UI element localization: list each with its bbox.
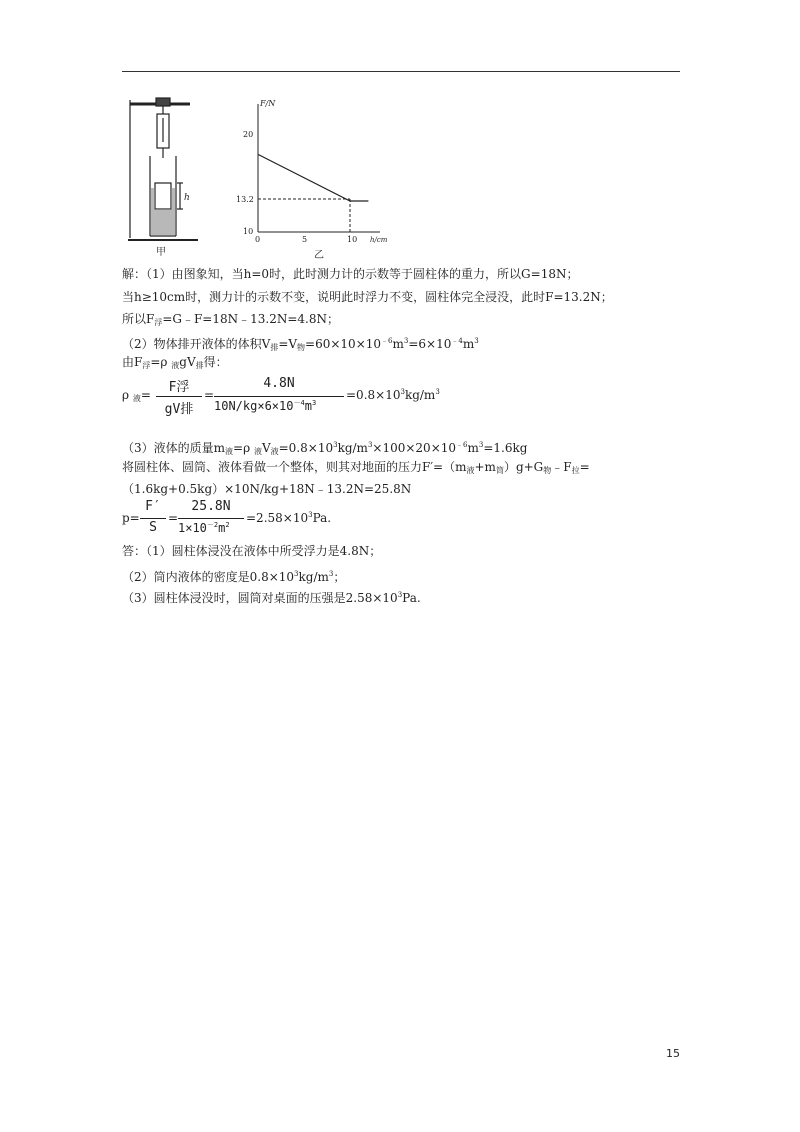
answer-line-3: （3）圆柱体浸没时，圆筒对桌面的压强是$2.58\times 10^3Pa$. <box>122 591 421 605</box>
solution-line-1: 解：（1）由图象知，当h=0时，此时测力计的示数等于圆柱体的重力，所以G=18N； <box>122 267 579 281</box>
x-tick-5: 5 <box>302 235 308 244</box>
label-yi: 乙 <box>314 250 324 261</box>
x-tick-0: 0 <box>255 235 261 244</box>
solution-line-3: 所以$F_浮=G﹣F=18N﹣13.2N=4.8N$； <box>122 312 339 327</box>
solution-line-8: （1.6kg+0.5kg）×10N/kg+18N﹣13.2N=25.8N <box>122 482 412 496</box>
frac4-bar <box>178 518 244 519</box>
page-number: 15 <box>666 1047 680 1060</box>
physics-figure <box>118 92 398 262</box>
y-axis-label: F/N <box>260 99 276 108</box>
line-chart <box>236 99 388 261</box>
y-tick-20: 20 <box>243 130 254 139</box>
solution-line-4: （2）物体排开液体的体积$V_排=V_物=60\times 10\times 10^{﹣6}m^3=6\times 10^{﹣4}m^3$ <box>122 337 479 352</box>
frac1-bar <box>156 396 202 397</box>
frac3-denominator: S <box>149 520 157 535</box>
frac2-bar <box>214 396 344 397</box>
series-line <box>258 154 368 201</box>
solution-line-7: 将圆柱体、圆筒、液体看做一个整体，则其对地面的压力$F'=(m_液+m_筒)g+G_物﹣F_拉=$ <box>122 460 590 475</box>
header-rule <box>122 71 680 72</box>
frac1-denominator: gV排 <box>164 402 194 417</box>
frac1-numerator: F浮 <box>168 380 190 395</box>
x-tick-10: 10 <box>347 235 358 244</box>
pressure-result: $=2.58\times 10^3Pa$. <box>246 511 332 525</box>
frac3-bar <box>140 518 166 519</box>
solution-line-6: （3）液体的质量$m_液=\rho$ $_液V_液=0.8\times 10^3kg/m^3\times 100\times 20\times 10^{﹣6}m^3=1.6kg$ <box>122 441 528 456</box>
y-tick-13-2: 13.2 <box>236 195 254 204</box>
frac3-numerator: F′ <box>145 499 161 514</box>
y-tick-10: 10 <box>243 227 254 236</box>
answer-line-2: （2）筒内液体的密度是$0.8\times 10^3kg/m^3$； <box>122 570 346 584</box>
frac2-denominator: $10N/kg\times 6\times 10^{-4}m^3$ <box>214 399 317 413</box>
x-axis-label: h/cm <box>370 236 388 244</box>
label-jia: 甲 <box>156 247 166 258</box>
label-h-jia: h <box>184 193 190 203</box>
frac2-numerator: 4.8N <box>263 376 295 391</box>
frac4-denominator: $1\times 10^{-2}m^2$ <box>178 521 230 535</box>
solution-line-2: 当h≥10cm时，测力计的示数不变，说明此时浮力不变，圆柱体完全浸没，此时F=13.2N； <box>122 290 613 304</box>
solution-line-5: 由$F_浮=\rho$ $_液gV_排$得： <box>122 355 228 370</box>
density-result: $=0.8\times 10^3kg/m^3$ <box>346 388 440 402</box>
frac4-numerator: 25.8N <box>191 499 231 514</box>
answer-line-1: 答：（1）圆柱体浸没在液体中所受浮力是4.8N； <box>122 544 382 558</box>
